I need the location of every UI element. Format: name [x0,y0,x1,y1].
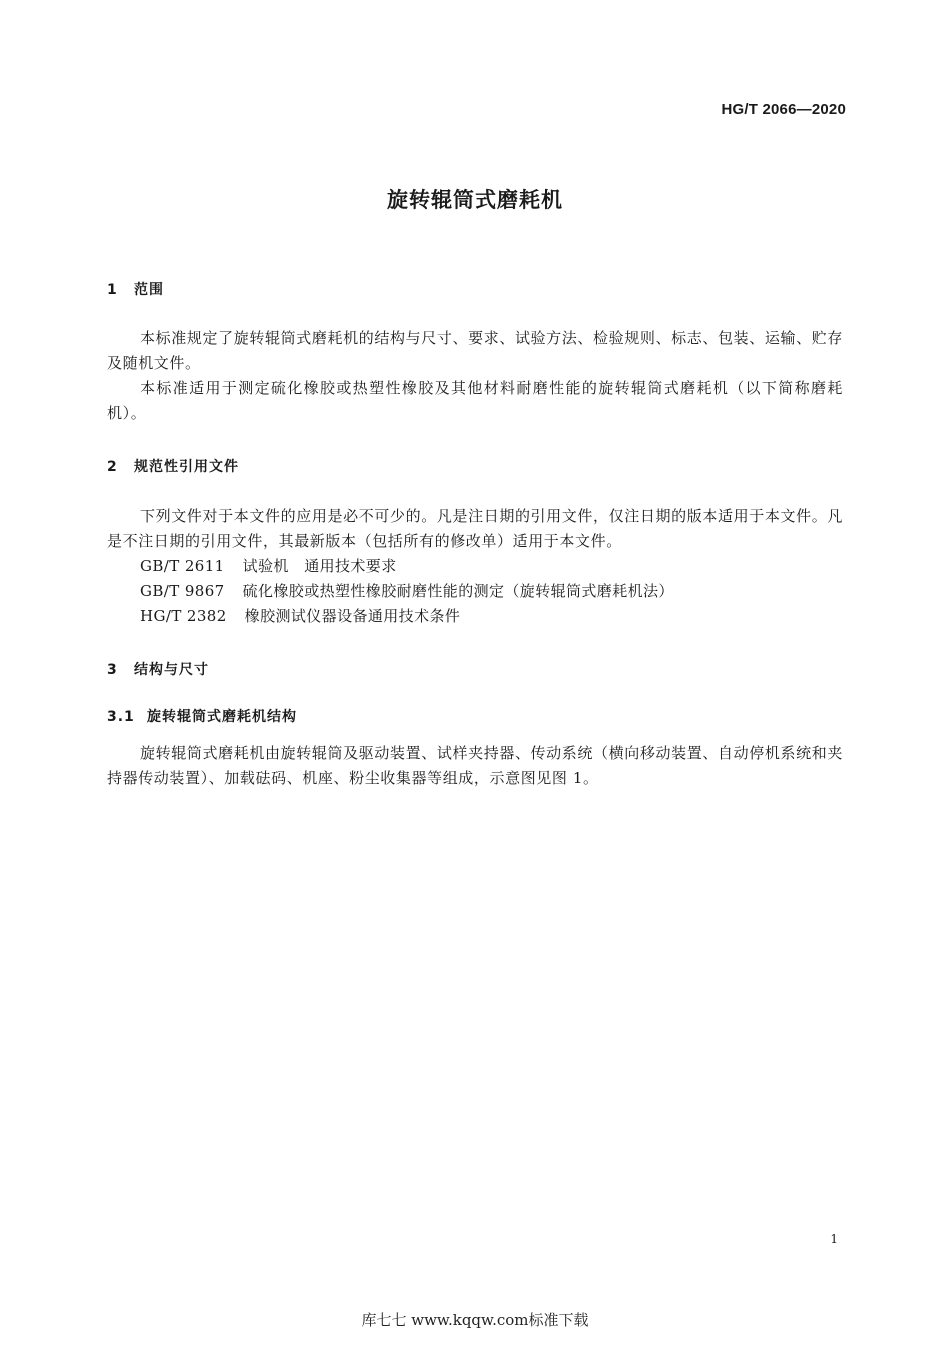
footer-watermark: 库七七 www.kqqw.com标准下载 [361,1311,589,1329]
reference-item [140,554,397,579]
reference-title: 橡胶测试仪器设备通用技术条件 [244,607,461,625]
section-2-heading [107,456,239,476]
section-3-heading [107,659,209,679]
document-title: 旋转辊筒式磨耗机 [387,188,563,212]
reference-code: HG/T 2382 [140,607,227,625]
section-2-title: 规范性引用文件 [134,459,239,475]
page-number: 1 [830,1232,838,1246]
section-3-1-heading [107,706,297,726]
reference-code: GB/T 2611 [140,557,225,575]
reference-item [140,604,460,629]
section-1-title: 范围 [134,282,164,298]
reference-title: 试验机 通用技术要求 [242,557,397,575]
section-1-number: 1 [107,282,118,298]
section-3-title: 结构与尺寸 [134,662,209,678]
section-1-heading [107,279,164,299]
section-3-1-title: 旋转辊筒式磨耗机结构 [147,709,297,725]
section-3-1-paragraph: 旋转辊筒式磨耗机由旋转辊筒及驱动装置、试样夹持器、传动系统（横向移动装置、自动停机系统和夹持器传动装置）、加载砝码、机座、粉尘收集器等组成，示意图见图 1。 [107,744,843,787]
reference-title: 硫化橡胶或热塑性橡胶耐磨性能的测定（旋转辊筒式磨耗机法） [242,582,674,600]
reference-item [140,579,674,604]
standard-code: HG/T 2066—2020 [721,101,846,118]
section-2-intro: 下列文件对于本文件的应用是必不可少的。凡是注日期的引用文件，仅注日期的版本适用于本文件。凡是不注日期的引用文件，其最新版本（包括所有的修改单）适用于本文件。 [107,507,843,550]
section-3-1-number: 3.1 [107,709,135,725]
section-1-paragraph-2: 本标准适用于测定硫化橡胶或热塑性橡胶及其他材料耐磨性能的旋转辊筒式磨耗机（以下简称磨耗机）。 [107,379,843,422]
section-3-number: 3 [107,662,118,678]
section-1-paragraph-1: 本标准规定了旋转辊筒式磨耗机的结构与尺寸、要求、试验方法、检验规则、标志、包装、运输、贮存及随机文件。 [107,329,843,372]
section-2-number: 2 [107,459,118,475]
reference-code: GB/T 9867 [140,582,225,600]
